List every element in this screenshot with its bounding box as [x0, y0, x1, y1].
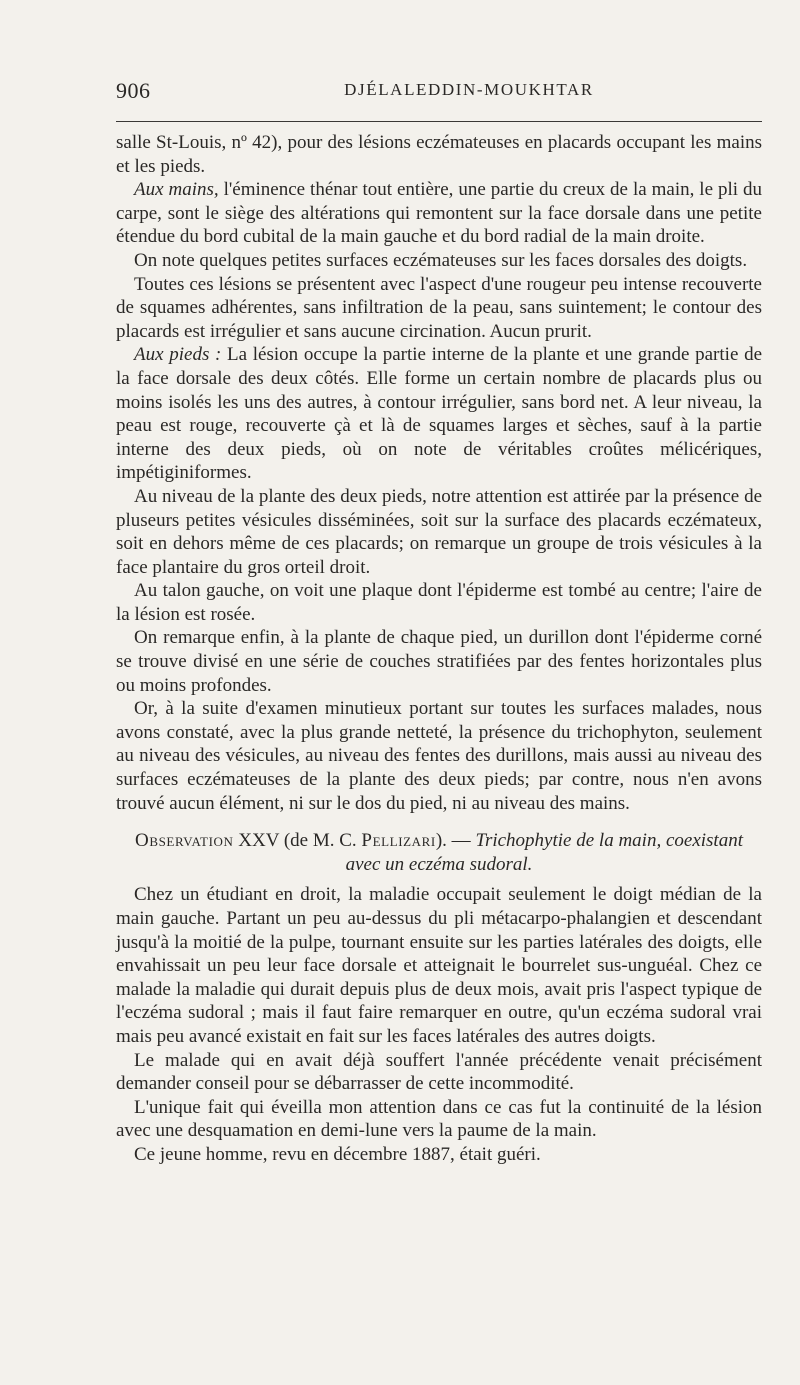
header-rule — [116, 121, 762, 122]
page-header — [116, 78, 762, 108]
paragraph: Aux mains, l'éminence thénar tout entière, une partie du creux de la main, le pli du carpe, sont le siège des altérations qui remontent sur la face dorsale dans une petite étendue du bord cubital de la main gauche et du bord radial de la main droite. — [116, 179, 762, 248]
running-head: DJÉLALEDDIN-MOUKHTAR — [344, 80, 594, 99]
paragraph: Au niveau de la plante des deux pieds, notre attention est attirée par la présence de pluseurs petites vésicules disséminées, soit sur la surface des placards eczémateux, soit en dehors même de ces placards; on remarque un groupe de trois vésicules à la face plantaire du gros orteil droit. — [116, 485, 762, 578]
paragraph-lead: Aux mains, — [134, 179, 219, 201]
observation-heading: Observation XXV (de M. C. Pellizari). — Trichophytie de la main, coexistant avec un eczéma sudoral. — [135, 830, 743, 875]
observation-title: Trichophytie de la main, coexistant avec un eczéma sudoral. — [345, 830, 743, 875]
paragraph: Chez un étudiant en droit, la maladie occupait seulement le doigt médian de la main gauche. Partant un peu au-dessus du pli métacarpo-phalangien et descendant jusqu'à la moitié de la pulpe, tournant ensuite sur les parties latérales des doigts, elle envahissait un peu leur face dorsale et atteignait le bourrelet sus-unguéal. Chez ce malade la maladie qui durait depuis plus de deux mois, avait pris l'aspect typique de l'eczéma sudoral ; mais il faut faire remarquer en outre, qu'un eczéma sudoral vrai mais peu avancé existait en fait sur les faces latérales des autres doigts. — [116, 884, 762, 1047]
paragraph: Toutes ces lésions se présentent avec l'aspect d'une rougeur peu intense recouverte de squames adhérentes, sans infiltration de la peau, sans suintement; le contour des placards est irrégulier et sans aucune circination. Aucun prurit. — [116, 273, 762, 342]
body-text — [116, 131, 762, 1167]
paragraph: Ce jeune homme, revu en décembre 1887, était guéri. — [134, 1143, 541, 1165]
observation-label: Observation — [135, 830, 234, 852]
paragraph: L'unique fait qui éveilla mon attention dans ce cas fut la continuité de la lésion avec une desquamation en demi-lune vers la paume de la main. — [116, 1096, 762, 1142]
paragraph: Or, à la suite d'examen minutieux portant sur toutes les surfaces malades, nous avons constaté, avec la plus grande netteté, la présence du trichophyton, seulement au niveau des vésicules, au niveau des fentes des durillons, mais aussi au niveau des surfaces eczémateuses de la plante des deux pieds; par contre, nous n'en avons trouvé aucun élément, ni sur le dos du pied, ni au niveau des mains. — [116, 698, 762, 814]
page-number: 906 — [116, 78, 151, 103]
paragraph: Le malade qui en avait déjà souffert l'année précédente venait précisément demander conseil pour se débarrasser de cette incommodité. — [116, 1049, 762, 1095]
observation-author: Pellizari — [361, 830, 436, 852]
paragraph: Aux pieds : La lésion occupe la partie interne de la plante et une grande partie de la face dorsale des deux côtés. Elle forme un certain nombre de placards plus ou moins isolés les uns des autres, à contour irrégulier, sans bord net. A leur niveau, la peau est rouge, recouverte çà et là de squames larges et sèches, sauf à la partie interne des deux pieds, où on note de véritables croûtes mélicériques, impétiginiformes. — [116, 344, 762, 484]
paragraph: salle St-Louis, nº 42), pour des lésions eczémateuses en placards occupant les mains et les pieds. — [116, 132, 762, 177]
paragraph: Au talon gauche, on voit une plaque dont l'épiderme est tombé au centre; l'aire de la lésion est rosée. — [116, 580, 762, 625]
paragraph: On note quelques petites surfaces eczémateuses sur les faces dorsales des doigts. — [134, 249, 748, 271]
paragraph-lead: Aux pieds : — [134, 344, 222, 366]
paragraph: On remarque enfin, à la plante de chaque pied, un durillon dont l'épiderme corné se trouve divisé en une série de couches stratifiées par des fentes horizontales plus ou moins profondes. — [116, 627, 762, 696]
